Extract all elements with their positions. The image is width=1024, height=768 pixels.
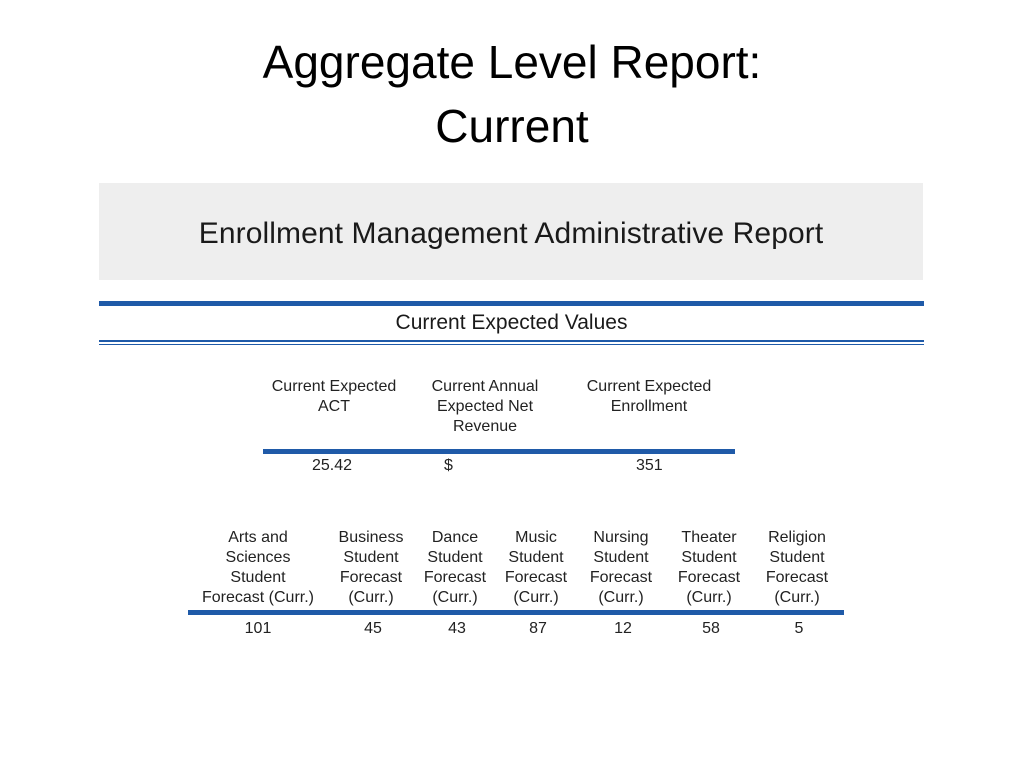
header-line: Current Expected — [586, 378, 712, 395]
section-top-rule — [99, 301, 924, 306]
header-line: Forecast — [339, 569, 403, 586]
slide-title-line-2: Current — [435, 100, 589, 152]
header-line: Arts and — [228, 529, 288, 546]
header-line: Theater — [681, 529, 737, 546]
header-line: Revenue — [452, 418, 518, 435]
section-header — [99, 301, 924, 347]
slide-title — [0, 30, 1024, 158]
header-line: Nursing — [593, 529, 649, 546]
header-line: Music — [515, 529, 557, 546]
forecast-value-music: 87 — [529, 620, 547, 637]
header-line: Student — [593, 549, 649, 566]
forecast-header-arts-sciences — [191, 528, 325, 608]
header-line: Religion — [768, 529, 826, 546]
section-title: Current Expected Values — [395, 311, 628, 334]
summary-header-enrollment — [574, 377, 724, 417]
header-line: Student — [427, 549, 483, 566]
section-bottom-rule — [99, 340, 924, 342]
header-line: Student — [681, 549, 737, 566]
summary-value-act: 25.42 — [312, 457, 353, 474]
header-line: Current Expected — [271, 378, 397, 395]
summary-header-revenue — [419, 377, 551, 437]
header-line: Current Annual — [431, 378, 539, 395]
header-line: Business — [338, 529, 404, 546]
header-line: Expected Net — [436, 398, 534, 415]
forecast-value-theater: 58 — [702, 620, 720, 637]
forecast-header-theater — [671, 528, 747, 608]
header-line: (Curr.) — [774, 589, 820, 606]
forecast-header-business — [331, 528, 411, 608]
header-line: Forecast — [589, 569, 653, 586]
forecast-value-religion: 5 — [794, 620, 804, 637]
header-line: Forecast — [504, 569, 568, 586]
header-line: Forecast (Curr.) — [201, 589, 314, 606]
header-line: Forecast — [423, 569, 487, 586]
summary-value-revenue: $ — [444, 457, 453, 474]
header-line: (Curr.) — [598, 589, 644, 606]
forecast-value-nursing: 12 — [614, 620, 632, 637]
header-line: Forecast — [765, 569, 829, 586]
header-line: Student — [343, 549, 399, 566]
forecast-header-dance — [417, 528, 493, 608]
header-line: Student — [769, 549, 825, 566]
summary-header-act — [262, 377, 406, 417]
section-bottom-rule-secondary — [99, 344, 924, 345]
summary-value-enrollment: 351 — [636, 457, 663, 474]
forecast-value-business: 45 — [364, 620, 382, 637]
header-line: (Curr.) — [686, 589, 732, 606]
header-line: (Curr.) — [513, 589, 559, 606]
header-line: ACT — [318, 398, 350, 415]
header-line: Sciences — [225, 549, 291, 566]
summary-table-rule — [263, 449, 735, 454]
report-banner-title: Enrollment Management Administrative Report — [198, 216, 824, 250]
header-line: Forecast — [677, 569, 741, 586]
forecast-value-dance: 43 — [448, 620, 466, 637]
forecast-header-nursing — [583, 528, 659, 608]
report-banner — [99, 183, 923, 280]
forecast-value-arts-sciences: 101 — [244, 620, 272, 637]
forecast-header-music — [498, 528, 574, 608]
forecast-header-religion — [759, 528, 835, 608]
forecast-table-rule — [188, 610, 844, 615]
header-line: Enrollment — [610, 398, 688, 415]
header-line: Student — [230, 569, 286, 586]
header-line: (Curr.) — [432, 589, 478, 606]
slide-title-line-1: Aggregate Level Report: — [262, 36, 762, 88]
header-line: Student — [508, 549, 564, 566]
header-line: (Curr.) — [348, 589, 394, 606]
header-line: Dance — [431, 529, 479, 546]
